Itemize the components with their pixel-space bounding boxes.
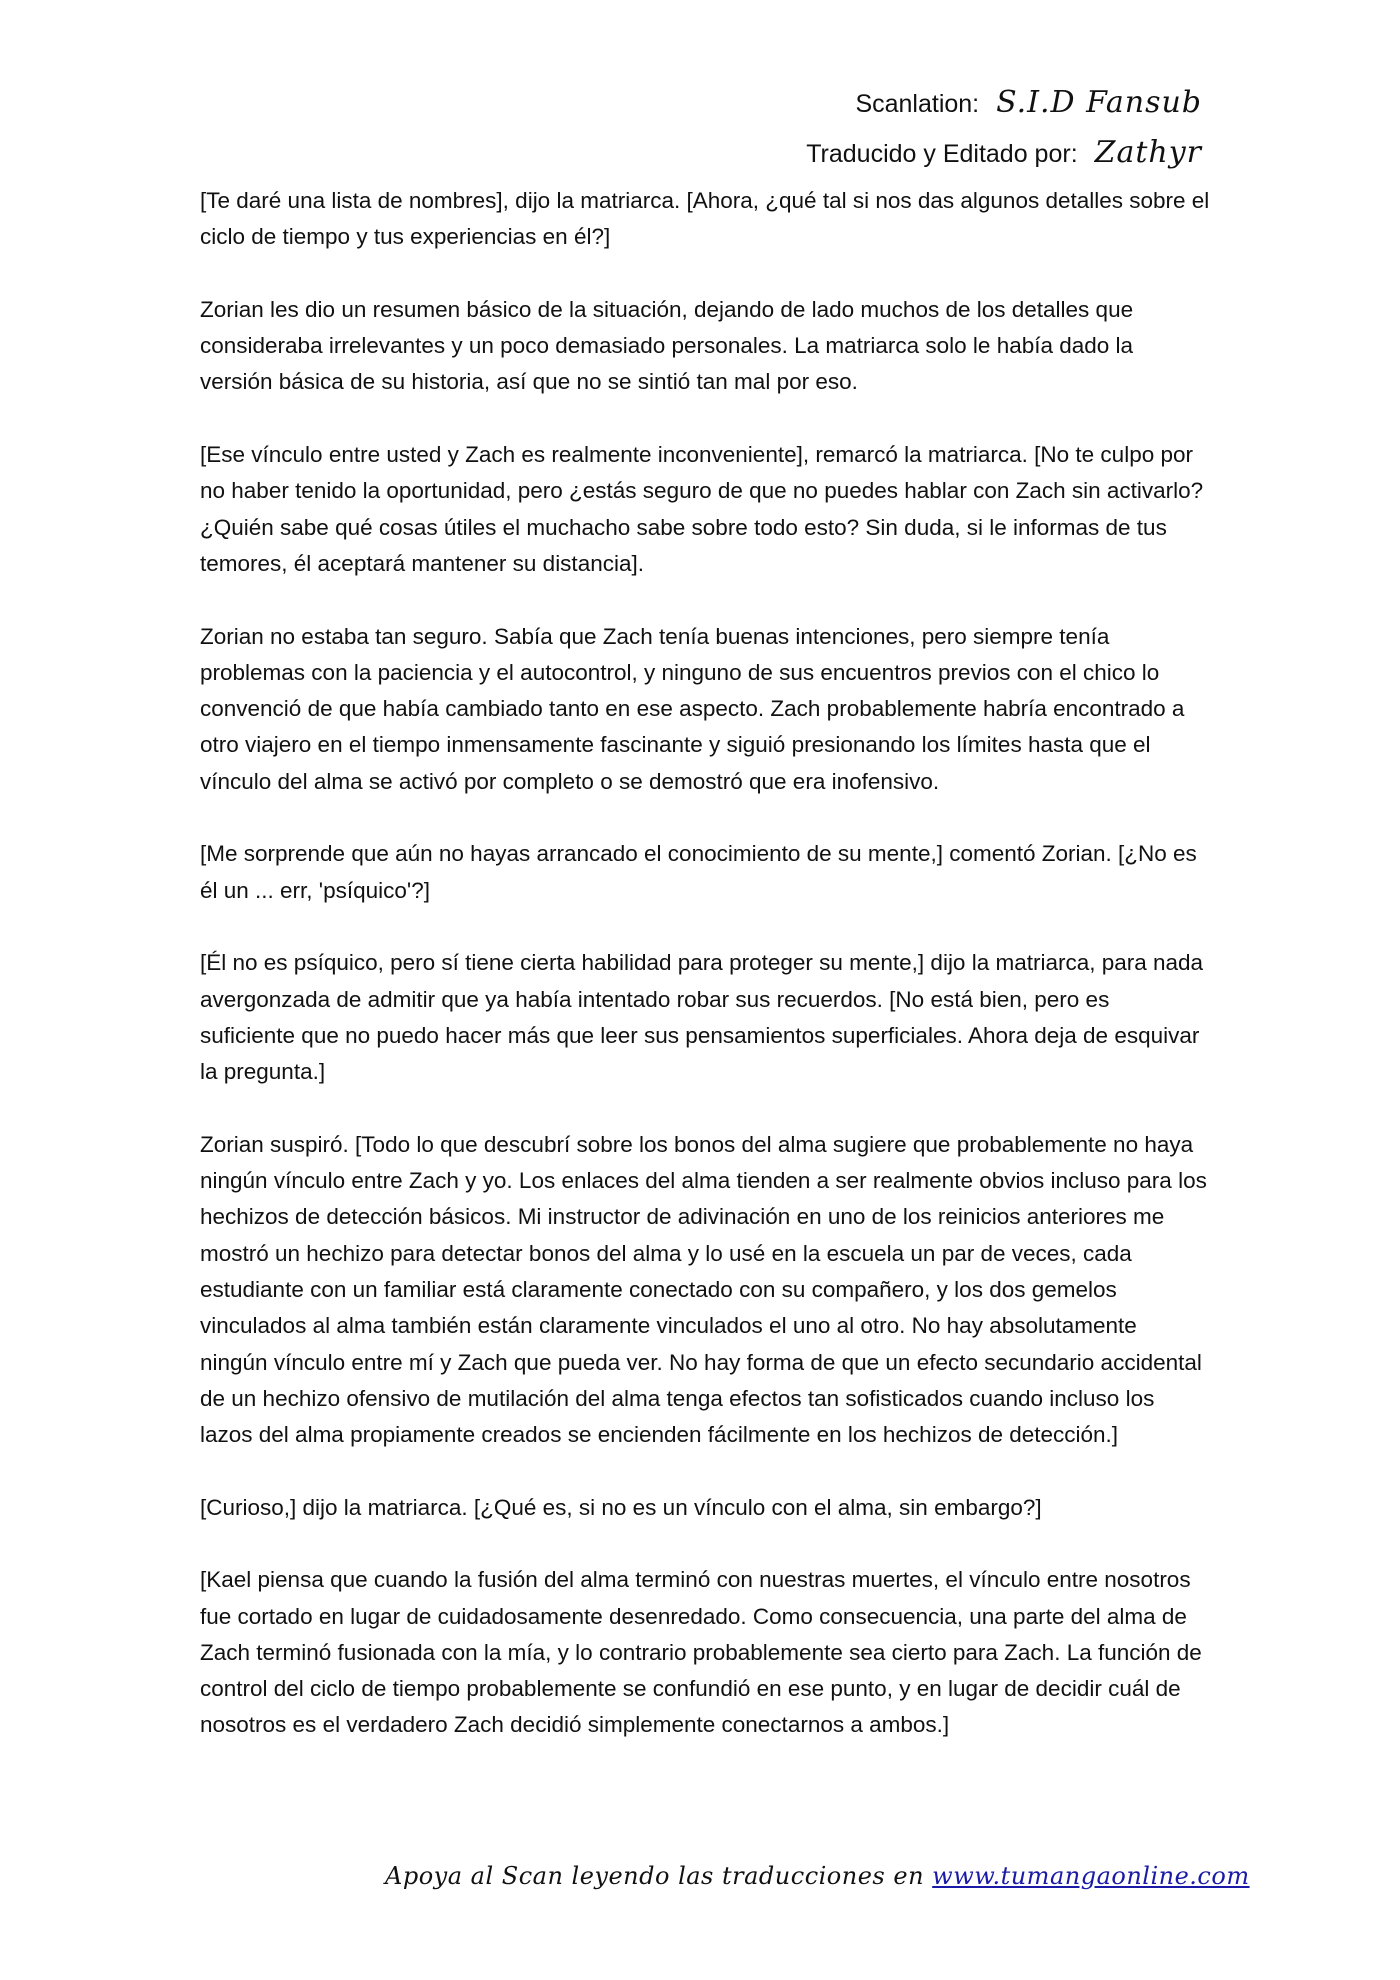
credits-header	[806, 85, 1202, 188]
paragraph: [Me sorprende que aún no hayas arrancado el conocimiento de su mente,] comentó Zorian. [¿No es él un ... err, 'psíquico'?]	[200, 841, 1197, 903]
paragraph: [Curioso,] dijo la matriarca. [¿Qué es, si no es un vínculo con el alma, sin embargo?]	[200, 1494, 1042, 1520]
footer-support-note	[385, 1862, 1250, 1890]
document-body	[200, 183, 1210, 1780]
paragraph: Zorian les dio un resumen básico de la situación, dejando de lado muchos de los detalles que consideraba irrelevantes y un poco demasiado personales. La matriarca solo le había dado la versión básica de su historia, así que no se sintió tan mal por eso.	[200, 296, 1134, 395]
paragraph: [Kael piensa que cuando la fusión del alma terminó con nuestras muertes, el vínculo entre nosotros fue cortado en lugar de cuidadosamente desenredado. Como consecuencia, una parte del alma de Zach terminó fusionada con la mía, y lo contrario probablemente sea cierto para Zach. La función de control del ciclo de tiempo probablemente se confundió en ese punto, y en lugar de decidir cuál de nosotros es el verdadero Zach decidió simplemente conectarnos a ambos.]	[200, 1567, 1202, 1738]
paragraph: Zorian suspiró. [Todo lo que descubrí sobre los bonos del alma sugiere que probablemente no haya ningún vínculo entre Zach y yo. Los enlaces del alma tienden a ser realmente obvios incluso para los hechizos de detección básicos. Mi instructor de adivinación en uno de los reinicios anteriores me mostró un hechizo para detectar bonos del alma y lo usé en la escuela un par de veces, cada estudiante con un familiar está claramente conectado con su compañero, y los dos gemelos vinculados al alma también están claramente vinculados el uno al otro. No hay absolutamente ningún vínculo entre mí y Zach que pueda ver. No hay forma de que un efecto secundario accidental de un hechizo ofensivo de mutilación del alma tenga efectos tan sofisticados cuando incluso los lazos del alma propiamente creados se encienden fácilmente en los hechizos de detección.]	[200, 1131, 1207, 1448]
scanlation-credit	[806, 85, 1202, 138]
scanlation-group-name: S.I.D Fansub	[996, 85, 1202, 120]
scanlation-label: Scanlation:	[855, 90, 980, 118]
translator-credit	[806, 135, 1202, 188]
paragraph: [Te daré una lista de nombres], dijo la matriarca. [Ahora, ¿qué tal si nos das algunos detalles sobre el ciclo de tiempo y tus experiencias en él?]	[200, 188, 1210, 250]
paragraph: Zorian no estaba tan seguro. Sabía que Zach tenía buenas intenciones, pero siempre tenía problemas con la paciencia y el autocontrol, y ninguno de sus encuentros previos con el chico lo convenció de que había cambiado tanto en ese aspecto. Zach probablemente habría encontrado a otro viajero en el tiempo inmensamente fascinante y siguió presionando los límites hasta que el vínculo del alma se activó por completo o se demostró que era inofensivo.	[200, 623, 1185, 794]
footer-website-link[interactable]: www.tumangaonline.com	[932, 1862, 1250, 1890]
translator-label: Traducido y Editado por:	[806, 140, 1078, 168]
paragraph: [Él no es psíquico, pero sí tiene cierta habilidad para proteger su mente,] dijo la matriarca, para nada avergonzada de admitir que ya había intentado robar sus recuerdos. [No está bien, pero es suficiente que no puedo hacer más que leer sus pensamientos superficiales. Ahora deja de esquivar la pregunta.]	[200, 950, 1204, 1085]
translator-name: Zathyr	[1094, 135, 1202, 170]
footer-text: Apoya al Scan leyendo las traducciones en	[385, 1862, 925, 1890]
paragraph: [Ese vínculo entre usted y Zach es realmente inconveniente], remarcó la matriarca. [No te culpo por no haber tenido la oportunidad, pero ¿estás seguro de que no puedes hablar con Zach sin activarlo? ¿Quién sabe qué cosas útiles el muchacho sabe sobre todo esto? Sin duda, si le informas de tus temores, él aceptará mantener su distancia].	[200, 442, 1204, 576]
